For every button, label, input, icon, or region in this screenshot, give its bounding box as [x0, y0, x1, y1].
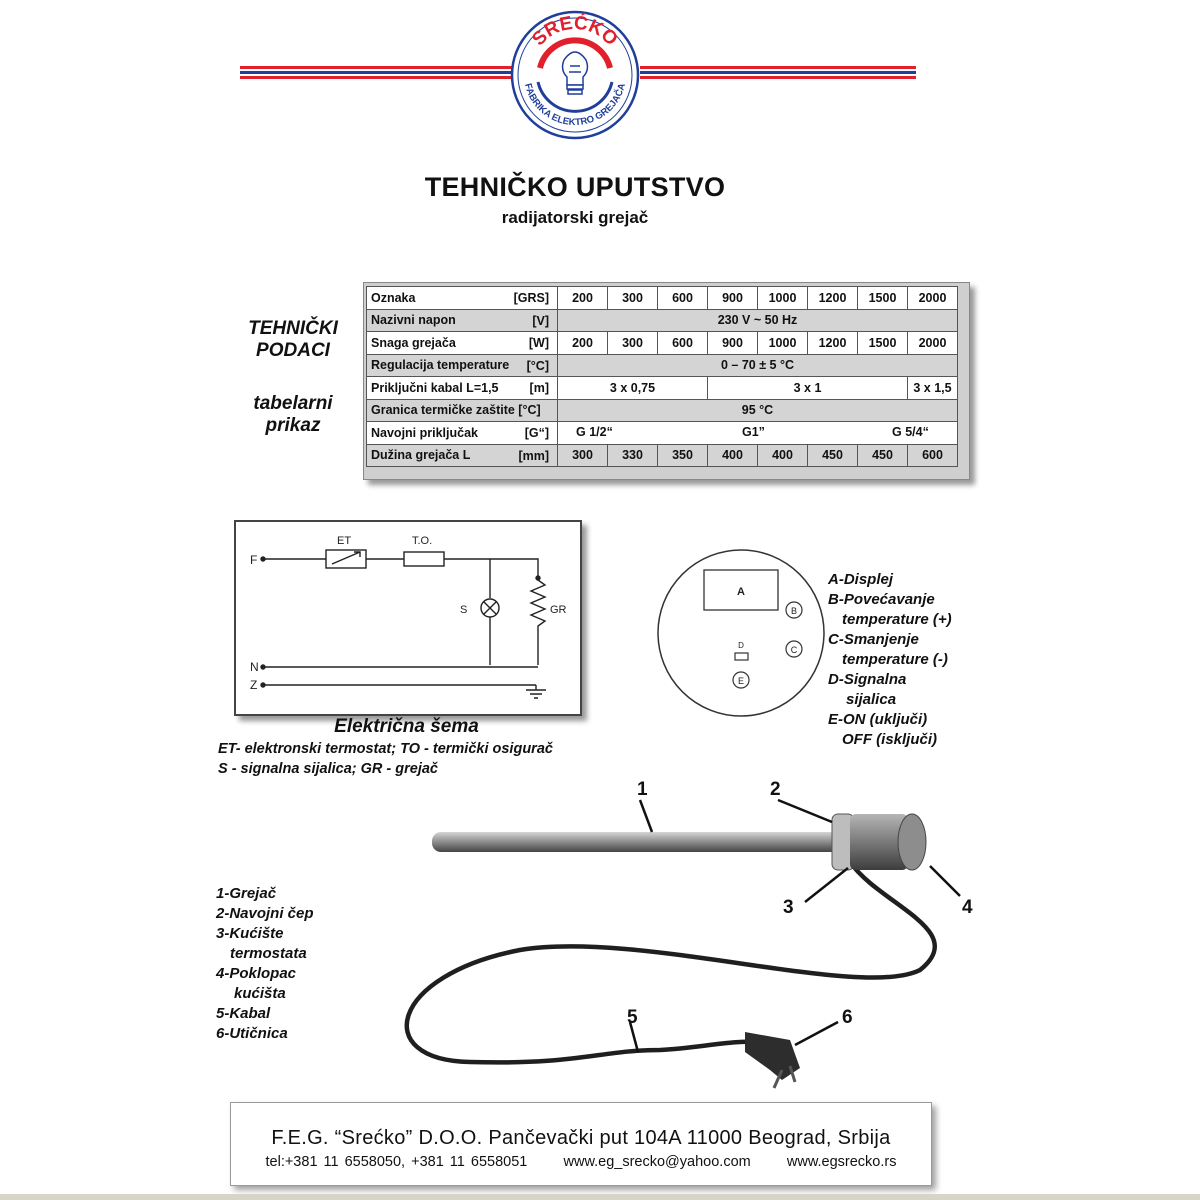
table-cell: 600 — [908, 444, 958, 467]
heater-illustration — [0, 780, 1200, 1100]
table-cell: 400 — [758, 444, 808, 467]
table-row-duzina — [367, 444, 958, 467]
row-unit: [°C] — [526, 358, 549, 373]
table-cell: 95 °C — [558, 399, 958, 422]
terminal-f-label: F — [250, 553, 258, 567]
bottom-bar — [0, 1194, 1200, 1200]
table-cell: 400 — [708, 444, 758, 467]
table-cell: 1000 — [758, 287, 808, 310]
header-stripe-left — [240, 66, 512, 84]
table-cell: 3 x 1 — [708, 377, 908, 400]
ground-icon — [526, 685, 546, 698]
row-label — [367, 399, 558, 422]
table-cell: 200 — [558, 332, 608, 355]
lamp-label: S — [460, 604, 468, 616]
power-button-label: E — [737, 676, 745, 686]
table-cell: 450 — [858, 444, 908, 467]
table-cell: 300 — [608, 287, 658, 310]
panel-legend-item: OFF (isključi) — [842, 731, 938, 748]
page-subtitle: radijatorski grejač — [501, 208, 649, 227]
table-row-navojni — [367, 422, 958, 445]
tech-data-line1: TEHNIČKI — [248, 318, 338, 339]
circuit-diagram — [236, 522, 580, 714]
callout-5: 5 — [627, 1007, 638, 1028]
table-row-regulacija — [367, 354, 958, 377]
circuit-diagram-box — [234, 520, 582, 716]
table-cell: 2000 — [908, 332, 958, 355]
decrease-button-icon — [786, 641, 802, 657]
display-label: A — [737, 586, 745, 598]
table-cell: 300 — [558, 444, 608, 467]
decrease-button-label: C — [790, 645, 798, 655]
callout-2: 2 — [770, 779, 781, 800]
heater-legend-item: 2-Navojni čep — [216, 905, 314, 922]
row-label — [367, 377, 558, 400]
company-footer — [230, 1102, 932, 1186]
plug-icon — [745, 1032, 800, 1088]
callout-6: 6 — [842, 1007, 853, 1028]
table-cell: 350 — [658, 444, 708, 467]
row-label-text: Navojni priključak — [371, 425, 478, 440]
page-title: TEHNIČKO UPUTSTVO — [424, 172, 726, 202]
control-panel-diagram — [656, 548, 826, 718]
et-label: ET — [337, 535, 352, 547]
thread-value-1: G 1/2“ — [576, 425, 613, 439]
panel-legend-item: B-Povećavanje — [828, 591, 935, 608]
row-label — [367, 332, 558, 355]
table-cell: 0 – 70 ± 5 °C — [558, 354, 958, 377]
heater-legend-item: 3-Kućište — [216, 925, 284, 942]
heater-legend-item: 5-Kabal — [216, 1005, 271, 1022]
row-label — [367, 444, 558, 467]
table-cell: 330 — [608, 444, 658, 467]
tech-data-line2: PODACI — [256, 340, 330, 361]
row-label-text: Snaga grejača — [371, 335, 456, 350]
table-cell: 900 — [708, 332, 758, 355]
header-stripe-right — [640, 66, 916, 84]
logo-tagline-text: FABRIKA ELEKTRO GREJAČA — [522, 82, 628, 129]
row-label-text: Granica termičke zaštite [°C] — [371, 403, 541, 418]
terminal-n-label: N — [250, 660, 259, 674]
signal-lamp-symbol — [481, 599, 499, 617]
table-cell: 450 — [808, 444, 858, 467]
panel-legend-item: C-Smanjenje — [828, 631, 919, 648]
phone-numbers: tel:+381 11 6558050, +381 11 6558051 — [265, 1154, 528, 1170]
heater-label: GR — [550, 604, 567, 616]
display-icon — [704, 570, 778, 610]
logo-brand-text: SREĆKO — [528, 12, 622, 51]
heater-legend-item: 4-Poklopac — [216, 965, 297, 982]
circuit-caption-2: S - signalna sijalica; GR - grejač — [218, 761, 438, 777]
row-unit: [W] — [528, 336, 549, 350]
row-label-text: Dužina grejača L — [371, 448, 471, 463]
table-view-label — [238, 393, 348, 437]
table-cell: 300 — [608, 332, 658, 355]
circuit-caption-1: ET- elektronski termostat; TO - termički osigurač — [218, 741, 553, 757]
thread-value-2: G1” — [742, 425, 765, 439]
heater-resistor-symbol — [531, 580, 545, 665]
company-logo — [510, 10, 640, 140]
company-address: F.E.G. “Srećko” D.O.O. Pančevački put 104A 11000 Beograd, Srbija — [271, 1127, 891, 1149]
table-row-snaga — [367, 332, 958, 355]
row-label-text: Oznaka — [371, 290, 416, 305]
heating-rod-icon — [432, 832, 844, 852]
table-cell: 2000 — [908, 287, 958, 310]
table-row-granica — [367, 399, 958, 422]
table-view-line2: prikaz — [265, 415, 321, 436]
callout-3: 3 — [783, 897, 794, 918]
callout-4: 4 — [962, 897, 973, 918]
table-cell: 600 — [658, 287, 708, 310]
row-label-text: Priključni kabal L=1,5 — [371, 380, 499, 395]
company-contacts — [231, 1154, 931, 1170]
panel-legend-item: temperature (+) — [842, 611, 952, 628]
website-address: www.egsrecko.rs — [786, 1154, 897, 1170]
fuse-symbol — [404, 552, 444, 566]
panel-legend — [828, 570, 952, 750]
table-cell: 600 — [658, 332, 708, 355]
table-cell: 1500 — [858, 332, 908, 355]
table-cell: 1500 — [858, 287, 908, 310]
power-button-icon — [733, 672, 749, 688]
email-address: www.eg_srecko@yahoo.com — [563, 1154, 751, 1170]
housing-cover-icon — [898, 814, 926, 870]
table-cell: 3 x 0,75 — [558, 377, 708, 400]
row-label-text: Nazivni napon — [371, 313, 456, 328]
heater-legend-item: 1-Grejač — [216, 885, 277, 902]
row-label — [367, 354, 558, 377]
signal-lamp-label: D — [738, 641, 744, 650]
table-cell: 3 x 1,5 — [908, 377, 958, 400]
heater-legend-item: termostata — [230, 945, 307, 962]
table-cell: 1200 — [808, 287, 858, 310]
heater-legend-item: 6-Utičnica — [216, 1025, 288, 1042]
bulb-fist-icon — [563, 52, 588, 94]
row-label — [367, 309, 558, 332]
increase-button-icon — [786, 602, 802, 618]
row-label — [367, 422, 558, 445]
tech-data-label — [238, 318, 348, 362]
table-cell: 900 — [708, 287, 758, 310]
heater-legend — [216, 884, 314, 1044]
circuit-title: Električna šema — [334, 716, 479, 737]
table-row-oznaka — [367, 287, 958, 310]
table-row-kabal — [367, 377, 958, 400]
cable-icon — [407, 862, 935, 1062]
table-row-napon — [367, 309, 958, 332]
terminal-z-label: Z — [250, 678, 258, 692]
table-cell: 1000 — [758, 332, 808, 355]
row-unit: [mm] — [518, 448, 549, 463]
table-cell: 230 V ~ 50 Hz — [558, 309, 958, 332]
panel-legend-item: E-ON (uključi) — [828, 711, 928, 728]
panel-legend-item: D-Signalna — [828, 671, 907, 688]
row-label-text: Regulacija temperature — [371, 358, 510, 373]
to-label: T.O. — [412, 535, 433, 547]
table-cell: 1200 — [808, 332, 858, 355]
callout-1: 1 — [637, 779, 648, 800]
panel-legend-item: temperature (-) — [842, 651, 948, 668]
thread-value-3: G 5/4“ — [892, 425, 929, 439]
increase-button-label: B — [790, 606, 798, 616]
row-unit: [m] — [529, 381, 549, 395]
panel-legend-item: sijalica — [846, 691, 897, 708]
row-unit: [G“] — [524, 426, 549, 440]
row-label — [367, 287, 558, 310]
row-unit: [GRS] — [513, 291, 549, 305]
row-unit: [V] — [532, 313, 549, 328]
heater-legend-item: kućišta — [234, 985, 286, 1002]
table-cell-thread — [558, 422, 958, 445]
spec-table — [366, 286, 958, 467]
thermostat-symbol — [326, 550, 366, 568]
table-view-line1: tabelarni — [253, 393, 333, 414]
table-cell: 200 — [558, 287, 608, 310]
panel-legend-item: A-Displej — [828, 571, 894, 588]
